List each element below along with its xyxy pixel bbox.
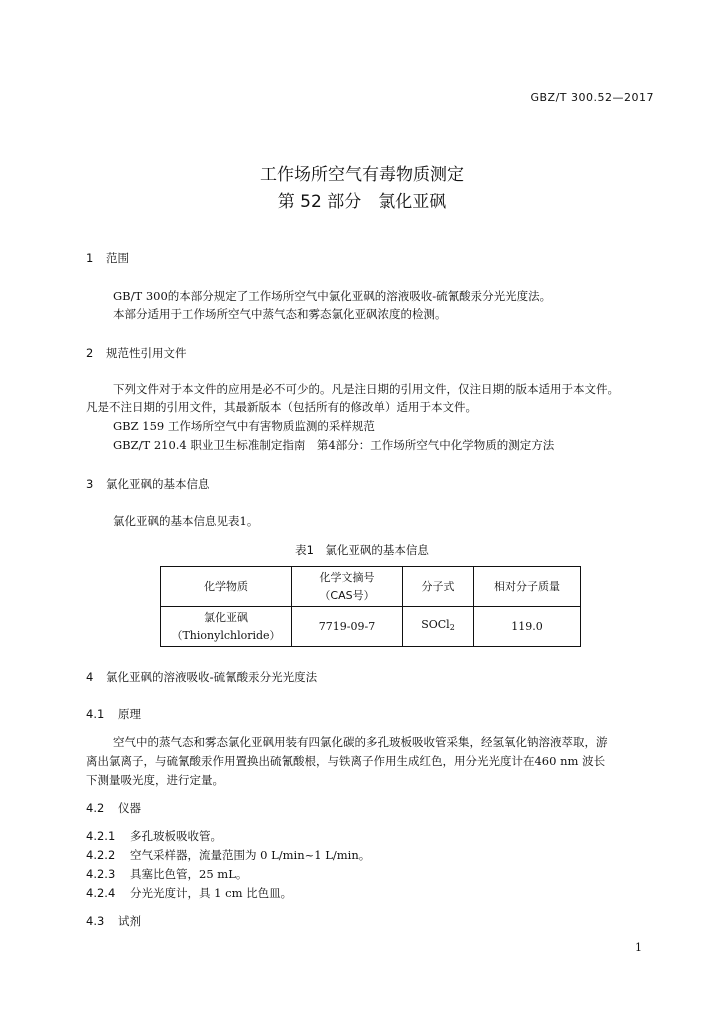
header-cas [292,567,403,607]
document-title: 工作场所空气有毒物质测定 [260,165,464,185]
list-item [86,885,292,901]
list-item [86,847,370,863]
section-4-heading [86,669,317,685]
formula-main: SOCl [421,618,450,631]
section-title: 氯化亚砜的基本信息 [106,477,210,491]
header-chemical: 化学物质 [161,567,292,607]
paragraph: 本部分适用于工作场所空气中蒸气态和雾态氯化亚砜浓度的检测。 [113,307,447,321]
item-number: 4.2.4 [86,886,116,900]
header-cas-line2: （CAS号） [319,588,375,602]
subsection-4-1-heading [86,706,141,722]
chemical-name-en: （Thionylchloride） [171,628,281,642]
item-number: 4.2.2 [86,848,116,862]
reference-item: GBZ 159 工作场所空气中有害物质监测的采样规范 [113,419,375,433]
page-number: 1 [635,941,642,954]
item-text: 分光光度计，具 1 cm 比色皿。 [130,886,293,900]
section-2-heading [86,345,187,361]
paragraph-line: 离出氯离子，与硫氰酸汞作用置换出硫氰酸根，与铁离子作用生成红色，用分光光度计在460 nm 波长 [86,754,606,768]
section-title: 氯化亚砜的溶液吸收-硫氰酸汞分光光度法 [106,670,318,684]
paragraph: 凡是不注日期的引用文件，其最新版本（包括所有的修改单）适用于本文件。 [86,400,477,414]
cell-mass: 119.0 [474,607,581,647]
section-number: 2 [86,346,94,360]
header-formula: 分子式 [403,567,474,607]
subsection-title: 试剂 [118,914,141,928]
subsection-number: 4.3 [86,914,105,928]
item-text: 多孔玻板吸收管。 [130,829,222,843]
item-number: 4.2.3 [86,867,116,881]
paragraph: GB/T 300的本部分规定了工作场所空气中氯化亚砜的溶液吸收-硫氰酸汞分光光度法。 [113,289,552,303]
subsection-number: 4.1 [86,707,105,721]
document-subtitle: 第 52 部分 氯化亚砜 [277,192,447,212]
subsection-number: 4.2 [86,801,105,815]
subsection-4-3-heading [86,913,141,929]
subsection-title: 原理 [118,707,141,721]
cell-formula [403,607,474,647]
item-text: 空气采样器，流量范围为 0 L/min~1 L/min。 [130,848,371,862]
subsection-title: 仪器 [118,801,141,815]
formula-subscript: 2 [449,623,455,632]
item-number: 4.2.1 [86,829,116,843]
reference-item: GBZ/T 210.4 职业卫生标准制定指南 第4部分：工作场所空气中化学物质的测定方法 [113,438,555,452]
header-cas-line1: 化学文摘号 [319,570,375,584]
paragraph-line: 空气中的蒸气态和雾态氯化亚砜用装有四氯化碳的多孔玻板吸收管采集，经氢氧化钠溶液萃取，游 [113,735,608,749]
cell-cas: 7719-09-7 [292,607,403,647]
section-1-heading [86,250,129,266]
item-text: 具塞比色管，25 mL。 [130,867,248,881]
subsection-4-2-heading [86,800,141,816]
paragraph: 氯化亚砜的基本信息见表1。 [113,514,259,528]
list-item [86,866,247,882]
header-mass: 相对分子质量 [474,567,581,607]
table-header-row [161,567,581,607]
table-row [161,607,581,647]
basic-info-table [160,566,581,647]
section-number: 4 [86,670,94,684]
paragraph: 下列文件对于本文件的应用是必不可少的。凡是注日期的引用文件，仅注日期的版本适用于本文件。 [113,382,619,396]
chemical-name-cn: 氯化亚砜 [204,610,248,624]
section-3-heading [86,476,210,492]
section-title: 范围 [106,251,129,265]
section-number: 1 [86,251,94,265]
list-item [86,828,222,844]
paragraph-line: 下测量吸光度，进行定量。 [86,773,224,787]
cell-chemical [161,607,292,647]
section-number: 3 [86,477,94,491]
table-caption: 表1 氯化亚砜的基本信息 [295,543,429,557]
standard-number: GBZ/T 300.52—2017 [530,91,654,104]
section-title: 规范性引用文件 [106,346,187,360]
